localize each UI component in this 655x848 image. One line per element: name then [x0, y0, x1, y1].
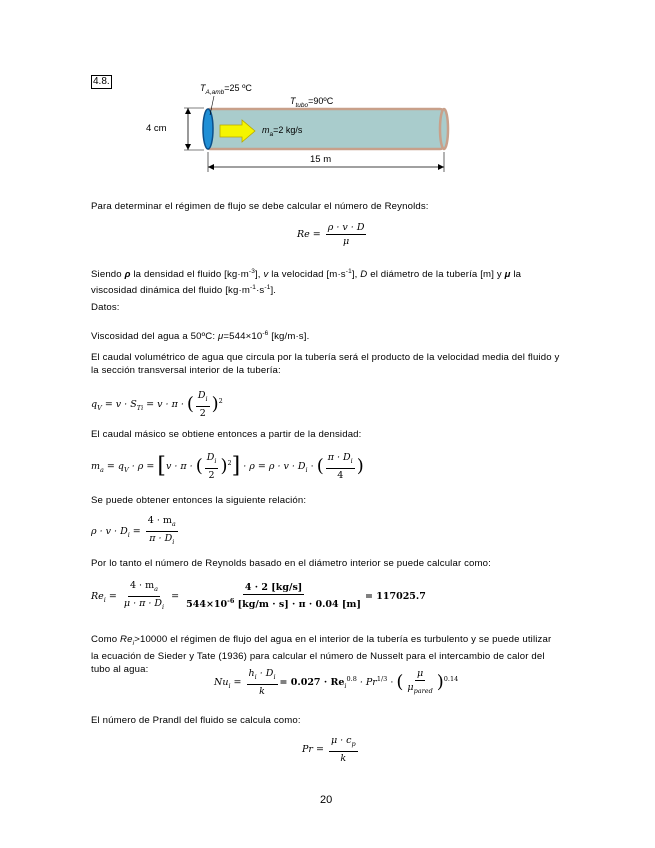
turbulent-paragraph: Como $Re_i>10000$ el régimen de flujo del agua en el interior de la tubería es turbulento y se puede utilizar la ecuación de Sieder y Tate (1936) para calcular el número de Nusselt para el intercambio de calor del tubo al agua:	[91, 634, 552, 675]
pipe-inlet-cap	[203, 109, 213, 149]
intro-paragraph: Para determinar el régimen de flujo se debe calcular el número de Reynolds:	[91, 201, 429, 212]
mass-flow-equation: $m_a = q_V \cdot \rho = [v \cdot \pi$ · ( $\frac{D_i}{2}$ )$^2] \cdot \rho = \rho \cdot v \cdot D_i$ · ( $\frac{\pi \cdot D_i}{4}$ )	[91, 452, 364, 481]
volumetric-flow-equation: $q_V = v \cdot S_{Ti} = v \cdot \pi$ · ( $\frac{D_i}{2}$ )$^2$	[91, 390, 223, 419]
flow-label: $m_a=2$ kg/s	[262, 125, 303, 138]
viscosity-line: Viscosidad del agua a 50ºC: $\mu=544\times 10^{-6}$ [kg/m·s].	[91, 330, 310, 343]
pipe-end-right	[440, 109, 448, 149]
relation-equation: $\rho \cdot v \cdot D_i$ = $\frac{4 \cdot m_a}{\pi \cdot D_i}$	[91, 515, 176, 546]
variables-paragraph: Siendo ρ la densidad el fluido $[kg\cdot m^{-3}]$, v la velocidad $[m\cdot s^{-1}]$, D el diámetro de la tubería [m] y μ la viscosidad dinámica del fluido $[kg\cdot m^{-1}\cdot s^{-1}]$.	[91, 268, 522, 297]
prandtl-equation: Pr = $\frac{\mu \cdot c_p}{k}$	[302, 735, 356, 764]
reynolds-inner-equation: $Re_i$ = $\frac{4 \cdot m_a}{\mu \cdot \pi \cdot D_i}$ = $\frac{4 \cdot 2 [kg/s]}{544\times 10^{-6} [kg/m \cdot s] \cdot \pi \cdot 0.04 [m]}$ = 117025.7	[91, 580, 426, 611]
page-number: 20	[320, 794, 333, 806]
t-amb-label: $T_{A,amb}=25$ ºC	[200, 83, 252, 96]
reynolds-inner-paragraph: Por lo tanto el número de Reynolds basado en el diámetro interior se puede calcular como:	[91, 558, 491, 569]
datos-label: Datos:	[91, 302, 120, 313]
mass-flow-paragraph: El caudal másico se obtiene entonces a partir de la densidad:	[91, 429, 362, 440]
reynolds-equation: Re = $\frac{\rho \cdot v \cdot D}{\mu}$	[297, 222, 365, 247]
volumetric-flow-paragraph: El caudal volumétrico de agua que circula por la tubería será el producto de la velocidad media del fluido y la sección transversal interior de la tubería:	[91, 352, 560, 376]
pipe-diagram	[140, 78, 470, 178]
t-tubo-label: $T_{tubo}=90ºC$	[290, 96, 334, 109]
pipe-figure	[140, 78, 470, 178]
prandtl-paragraph: El número de Prandl del fluido se calcula como:	[91, 715, 301, 726]
nusselt-equation: $Nu_i$ = $\frac{h_i \cdot D_i}{k}$ = $0.027 \cdot Re_i^{0.8} \cdot Pr^{1/3}$ · ( $\frac{\mu}{\mu_{pared}}$ )$^{0.14}$	[214, 668, 459, 697]
relation-paragraph: Se puede obtener entonces la siguiente relación:	[91, 495, 307, 506]
diameter-label: 4 cm	[146, 123, 167, 134]
length-label: 15 m	[310, 154, 332, 165]
problem-number: 4.8.	[93, 76, 110, 87]
